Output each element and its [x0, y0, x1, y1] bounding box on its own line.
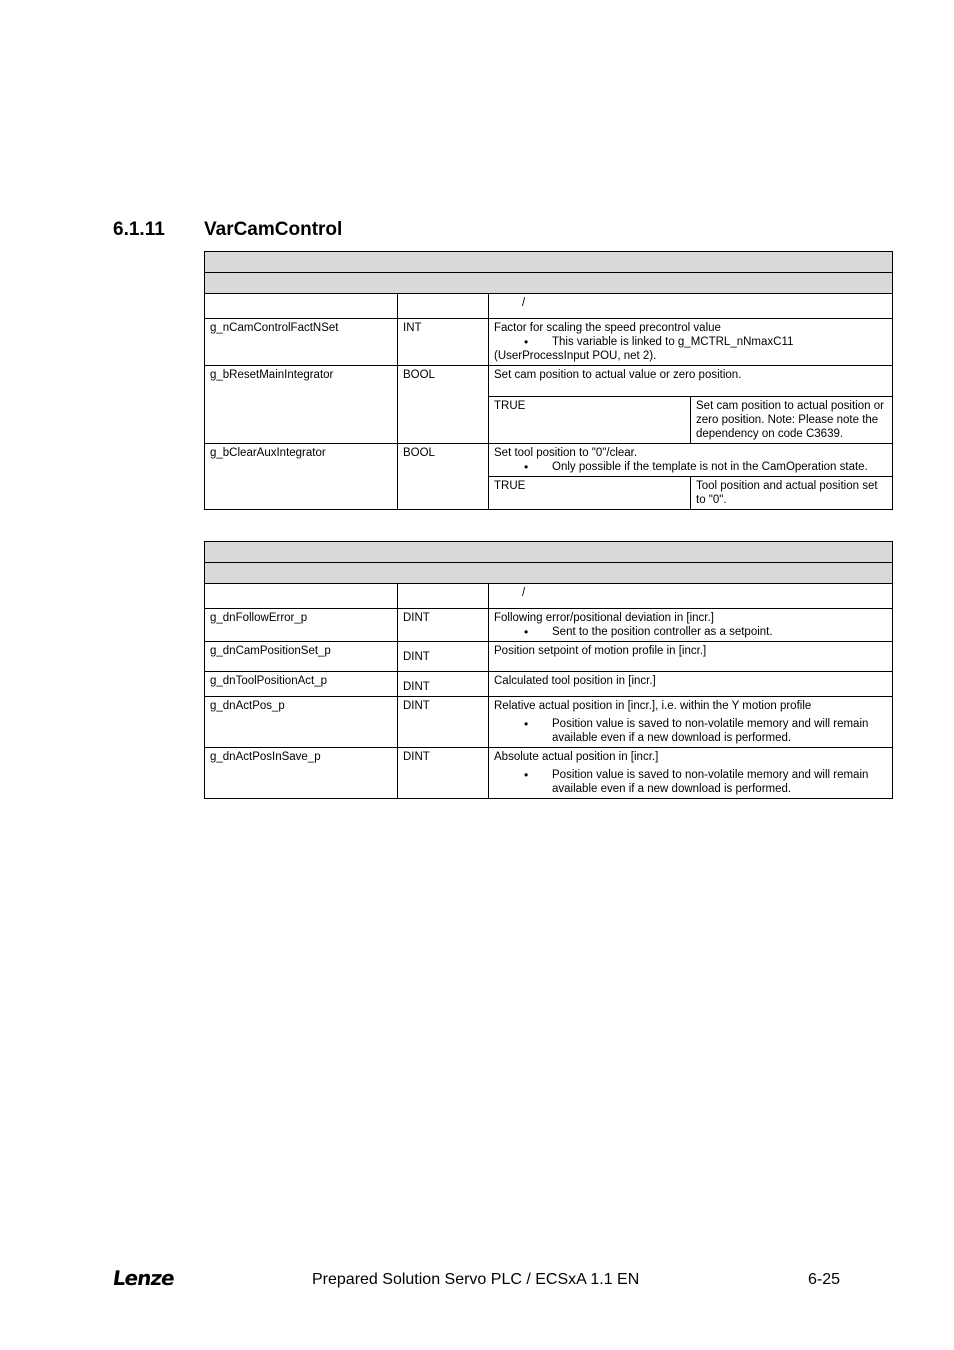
variable-description	[489, 748, 893, 799]
variable-name: g_dnActPos_p	[205, 697, 398, 748]
variable-type: BOOL	[398, 444, 489, 510]
table-row	[205, 672, 893, 697]
table-row	[205, 609, 893, 642]
variable-name: g_nCamControlFactNSet	[205, 319, 398, 366]
value-key: TRUE	[489, 477, 691, 509]
variable-name: g_bClearAuxIntegrator	[205, 444, 398, 510]
variable-name: g_dnCamPositionSet_p	[205, 642, 398, 672]
description-text: Following error/positional deviation in [incr.]	[494, 612, 714, 624]
bullet-item: • Sent to the position controller as a setpoint.	[494, 625, 887, 639]
variable-name: g_dnActPosInSave_p	[205, 748, 398, 799]
variable-description	[489, 697, 893, 748]
table-row	[205, 319, 893, 366]
variable-description	[489, 609, 893, 642]
table-row	[205, 642, 893, 672]
footer-page-number: 6-25	[808, 1271, 841, 1288]
description-text: Set tool position to "0"/clear.	[494, 447, 638, 459]
variable-description	[489, 319, 893, 366]
variable-description	[489, 366, 893, 444]
table-subheader-row	[205, 563, 893, 584]
variable-type: DINT	[398, 748, 489, 799]
variable-type: DINT	[398, 642, 489, 672]
value-subtable	[489, 477, 892, 509]
table-row	[205, 366, 893, 444]
variables-table-outputs	[204, 541, 893, 799]
value-meaning: Tool position and actual position set to "0".	[696, 480, 878, 506]
description-text: Relative actual position in [incr.], i.e. within the Y motion profile	[494, 700, 812, 712]
table-header-row	[205, 542, 893, 563]
table-row	[205, 748, 893, 799]
bullet-item: • Position value is saved to non-volatile memory and will remain available even if a new download is performed.	[494, 717, 887, 745]
variable-type: DINT	[398, 609, 489, 642]
column-header-row	[205, 294, 893, 319]
variable-description	[489, 444, 893, 510]
bullet-item: • Position value is saved to non-volatile memory and will remain available even if a new download is performed.	[494, 768, 887, 796]
value-key: TRUE	[489, 397, 691, 443]
variable-type: BOOL	[398, 366, 489, 444]
description-block	[489, 444, 892, 477]
section-number: 6.1.11	[113, 219, 165, 240]
variable-name: g_dnFollowError_p	[205, 609, 398, 642]
table-subheader-row	[205, 273, 893, 294]
variable-type: INT	[398, 319, 489, 366]
description-text: Factor for scaling the speed precontrol value	[494, 322, 721, 334]
column-header-slash: /	[522, 297, 526, 309]
column-header-row	[205, 584, 893, 609]
value-subtable	[489, 397, 892, 443]
variable-description: Position setpoint of motion profile in [incr.]	[489, 642, 893, 672]
variable-name: g_bResetMainIntegrator	[205, 366, 398, 444]
value-meaning: Set cam position to actual position or zero position. Note: Please note the dependency on code C3639.	[696, 400, 884, 440]
variable-type: DINT	[398, 672, 489, 697]
description-continuation: (UserProcessInput POU, net 2).	[494, 350, 657, 362]
table-header-row	[205, 252, 893, 273]
bullet-item: • This variable is linked to g_MCTRL_nNmaxC11	[494, 335, 887, 349]
lenze-logo: Lenze	[111, 1266, 176, 1290]
variable-description: Calculated tool position in [incr.]	[489, 672, 893, 697]
bullet-item: • Only possible if the template is not in the CamOperation state.	[494, 460, 887, 474]
description-text: Set cam position to actual value or zero position.	[489, 366, 892, 397]
variable-name: g_dnToolPositionAct_p	[205, 672, 398, 697]
table-row	[205, 697, 893, 748]
column-header-slash: /	[522, 587, 526, 599]
table-row	[205, 444, 893, 510]
section-title: VarCamControl	[204, 219, 343, 240]
variables-table-inputs	[204, 251, 893, 510]
footer-document-title: Prepared Solution Servo PLC / ECSxA 1.1 EN	[312, 1271, 640, 1288]
variable-type: DINT	[398, 697, 489, 748]
description-text: Absolute actual position in [incr.]	[494, 751, 659, 763]
section-heading	[113, 219, 342, 241]
